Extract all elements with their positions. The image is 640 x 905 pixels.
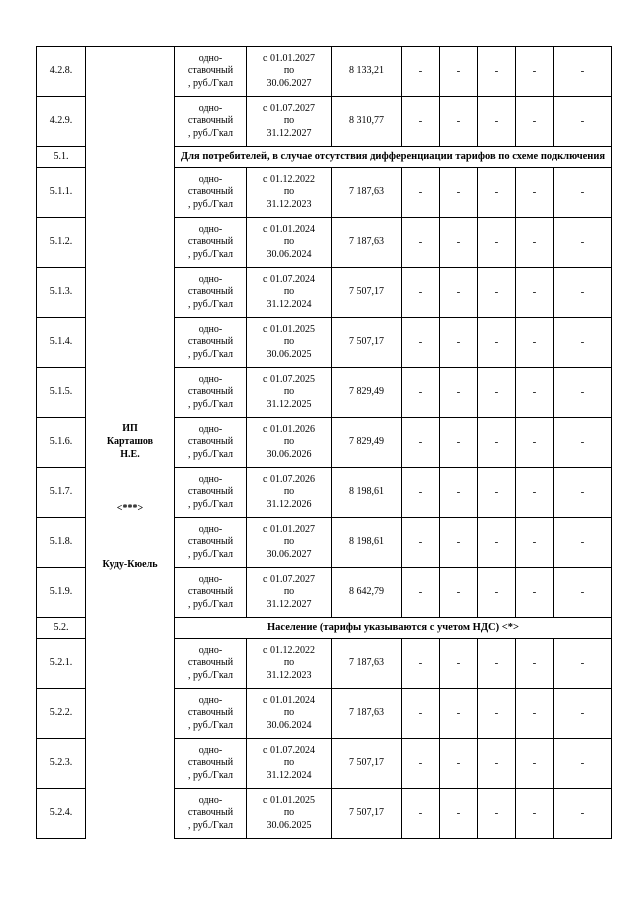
row-number: 5.1.3.: [37, 268, 86, 318]
empty-value-dash: -: [402, 418, 440, 468]
period-cell: [247, 418, 332, 468]
row-number: 5.1.1.: [37, 168, 86, 218]
period-cell: [247, 218, 332, 268]
tariff-type-line: , руб./Гкал: [187, 719, 234, 731]
tariff-type-line: , руб./Гкал: [187, 498, 234, 510]
period-line: по: [283, 657, 295, 669]
empty-value-dash: -: [440, 168, 478, 218]
tariff-type-line: ставочный: [187, 186, 234, 198]
empty-value-dash: -: [516, 468, 554, 518]
tariff-type-cell: [175, 368, 247, 418]
empty-value-dash: -: [516, 368, 554, 418]
empty-value-dash: -: [478, 468, 516, 518]
empty-value-dash: -: [440, 318, 478, 368]
tariff-value: 7 187,63: [332, 689, 402, 739]
empty-value-dash: -: [402, 318, 440, 368]
row-number: 5.1.: [37, 147, 86, 168]
period-line: по: [283, 336, 295, 348]
tariff-value: 7 507,17: [332, 318, 402, 368]
empty-value-dash: -: [516, 518, 554, 568]
tariff-type-line: , руб./Гкал: [187, 598, 234, 610]
period-line: по: [283, 707, 295, 719]
period-line: с 01.01.2025: [263, 323, 315, 335]
period-line: по: [283, 757, 295, 769]
tariff-type-line: ставочный: [187, 336, 234, 348]
tariff-type-cell: [175, 789, 247, 839]
empty-value-dash: -: [402, 739, 440, 789]
period-line: 31.12.2027: [266, 127, 312, 139]
row-number: 4.2.9.: [37, 97, 86, 147]
tariff-type-line: одно-: [198, 644, 223, 656]
period-cell: [247, 268, 332, 318]
empty-value-dash: -: [402, 689, 440, 739]
empty-value-dash: -: [516, 318, 554, 368]
organization-note: <***>: [116, 503, 144, 514]
section-title: Для потребителей, в случае отсутствия дифференциации тарифов по схеме подключения: [175, 147, 612, 168]
tariff-value: 7 507,17: [332, 739, 402, 789]
period-line: с 01.01.2026: [263, 423, 315, 435]
period-line: по: [283, 236, 295, 248]
organization-name-line: ИП: [122, 423, 138, 434]
tariff-type-line: ставочный: [187, 236, 234, 248]
empty-value-dash: -: [440, 789, 478, 839]
tariff-value: 7 829,49: [332, 368, 402, 418]
tariff-value: 7 507,17: [332, 789, 402, 839]
empty-value-dash: -: [554, 568, 612, 618]
empty-value-dash: -: [478, 639, 516, 689]
tariff-value: 8 198,61: [332, 518, 402, 568]
tariff-type-line: , руб./Гкал: [187, 548, 234, 560]
empty-value-dash: -: [478, 368, 516, 418]
empty-value-dash: -: [440, 47, 478, 97]
tariff-type-cell: [175, 268, 247, 318]
empty-value-dash: -: [478, 739, 516, 789]
period-line: с 01.07.2027: [263, 102, 315, 114]
empty-value-dash: -: [402, 368, 440, 418]
row-number: 5.1.5.: [37, 368, 86, 418]
period-line: 30.06.2027: [266, 77, 312, 89]
empty-value-dash: -: [554, 47, 612, 97]
empty-value-dash: -: [402, 518, 440, 568]
period-line: 31.12.2023: [266, 669, 312, 681]
row-number: 4.2.8.: [37, 47, 86, 97]
period-line: с 01.07.2027: [263, 573, 315, 585]
empty-value-dash: -: [440, 268, 478, 318]
row-number: 5.1.6.: [37, 418, 86, 468]
tariff-value: 8 198,61: [332, 468, 402, 518]
tariff-type-line: ставочный: [187, 115, 234, 127]
period-line: 31.12.2026: [266, 498, 312, 510]
empty-value-dash: -: [440, 639, 478, 689]
tariff-type-cell: [175, 518, 247, 568]
tariff-type-cell: [175, 218, 247, 268]
tariff-type-cell: [175, 468, 247, 518]
empty-value-dash: -: [516, 418, 554, 468]
empty-value-dash: -: [554, 739, 612, 789]
period-line: 30.06.2027: [266, 548, 312, 560]
empty-value-dash: -: [554, 97, 612, 147]
empty-value-dash: -: [554, 318, 612, 368]
empty-value-dash: -: [440, 518, 478, 568]
empty-value-dash: -: [478, 789, 516, 839]
empty-value-dash: -: [478, 518, 516, 568]
tariff-value: 7 187,63: [332, 639, 402, 689]
tariff-type-line: , руб./Гкал: [187, 669, 234, 681]
empty-value-dash: -: [478, 97, 516, 147]
empty-value-dash: -: [554, 218, 612, 268]
organization-name-line: Карташов: [106, 436, 154, 447]
empty-value-dash: -: [554, 418, 612, 468]
tariff-type-cell: [175, 418, 247, 468]
tariff-type-cell: [175, 739, 247, 789]
tariff-type-cell: [175, 47, 247, 97]
period-line: 30.06.2026: [266, 448, 312, 460]
tariff-type-line: ставочный: [187, 757, 234, 769]
tariff-type-line: , руб./Гкал: [187, 77, 234, 89]
empty-value-dash: -: [516, 789, 554, 839]
empty-value-dash: -: [478, 318, 516, 368]
row-number: 5.1.2.: [37, 218, 86, 268]
tariff-type-line: одно-: [198, 323, 223, 335]
empty-value-dash: -: [516, 218, 554, 268]
period-line: с 01.01.2025: [263, 794, 315, 806]
tariff-value: 8 642,79: [332, 568, 402, 618]
empty-value-dash: -: [440, 97, 478, 147]
period-line: по: [283, 586, 295, 598]
period-line: с 01.12.2022: [263, 173, 315, 185]
tariff-type-line: одно-: [198, 373, 223, 385]
empty-value-dash: -: [478, 218, 516, 268]
row-number: 5.1.9.: [37, 568, 86, 618]
empty-value-dash: -: [402, 468, 440, 518]
period-line: 31.12.2023: [266, 198, 312, 210]
tariff-type-line: одно-: [198, 744, 223, 756]
tariff-type-line: , руб./Гкал: [187, 298, 234, 310]
tariff-type-line: одно-: [198, 102, 223, 114]
period-line: 31.12.2027: [266, 598, 312, 610]
empty-value-dash: -: [402, 218, 440, 268]
empty-value-dash: -: [440, 418, 478, 468]
empty-value-dash: -: [478, 47, 516, 97]
tariff-type-line: одно-: [198, 173, 223, 185]
tariff-type-line: , руб./Гкал: [187, 448, 234, 460]
organization-place: Куду-Кюель: [102, 558, 158, 570]
table-body: [37, 47, 612, 839]
empty-value-dash: -: [554, 368, 612, 418]
tariff-type-line: одно-: [198, 573, 223, 585]
tariff-type-cell: [175, 568, 247, 618]
tariff-type-cell: [175, 168, 247, 218]
tariff-type-line: одно-: [198, 52, 223, 64]
empty-value-dash: -: [440, 739, 478, 789]
row-number: 5.2.2.: [37, 689, 86, 739]
period-cell: [247, 789, 332, 839]
period-cell: [247, 97, 332, 147]
tariff-value: 7 187,63: [332, 218, 402, 268]
period-line: с 01.07.2024: [263, 744, 315, 756]
empty-value-dash: -: [516, 739, 554, 789]
empty-value-dash: -: [440, 368, 478, 418]
tariff-type-cell: [175, 639, 247, 689]
tariff-type-line: , руб./Гкал: [187, 819, 234, 831]
period-cell: [247, 739, 332, 789]
period-line: с 01.07.2024: [263, 273, 315, 285]
organization-cell: [86, 47, 175, 839]
tariff-type-line: ставочный: [187, 536, 234, 548]
tariff-type-line: , руб./Гкал: [187, 348, 234, 360]
period-cell: [247, 318, 332, 368]
period-cell: [247, 468, 332, 518]
tariff-value: 7 187,63: [332, 168, 402, 218]
period-line: 30.06.2024: [266, 719, 312, 731]
empty-value-dash: -: [402, 639, 440, 689]
period-line: с 01.07.2025: [263, 373, 315, 385]
empty-value-dash: -: [554, 168, 612, 218]
tariff-type-line: , руб./Гкал: [187, 769, 234, 781]
period-cell: [247, 518, 332, 568]
period-line: по: [283, 386, 295, 398]
empty-value-dash: -: [554, 268, 612, 318]
tariff-table: [36, 46, 612, 839]
row-number: 5.1.7.: [37, 468, 86, 518]
row-number: 5.2.4.: [37, 789, 86, 839]
empty-value-dash: -: [554, 689, 612, 739]
empty-value-dash: -: [516, 47, 554, 97]
tariff-value: 7 507,17: [332, 268, 402, 318]
period-line: 30.06.2025: [266, 819, 312, 831]
row-number: 5.1.8.: [37, 518, 86, 568]
period-cell: [247, 568, 332, 618]
tariff-type-line: одно-: [198, 273, 223, 285]
period-line: по: [283, 186, 295, 198]
period-line: с 01.01.2027: [263, 523, 315, 535]
tariff-type-line: одно-: [198, 423, 223, 435]
period-line: по: [283, 115, 295, 127]
empty-value-dash: -: [440, 218, 478, 268]
empty-value-dash: -: [516, 568, 554, 618]
tariff-type-line: одно-: [198, 473, 223, 485]
organization-name-line: Н.Е.: [120, 449, 140, 460]
empty-value-dash: -: [440, 568, 478, 618]
tariff-type-line: одно-: [198, 794, 223, 806]
tariff-type-line: ставочный: [187, 486, 234, 498]
tariff-type-line: ставочный: [187, 707, 234, 719]
empty-value-dash: -: [478, 168, 516, 218]
table-row: [37, 47, 612, 97]
period-line: 31.12.2024: [266, 769, 312, 781]
empty-value-dash: -: [554, 468, 612, 518]
empty-value-dash: -: [516, 97, 554, 147]
period-line: с 01.01.2024: [263, 223, 315, 235]
tariff-type-cell: [175, 318, 247, 368]
tariff-type-line: , руб./Гкал: [187, 127, 234, 139]
tariff-type-line: одно-: [198, 694, 223, 706]
period-cell: [247, 368, 332, 418]
tariff-value: 8 310,77: [332, 97, 402, 147]
empty-value-dash: -: [402, 97, 440, 147]
period-line: с 01.07.2026: [263, 473, 315, 485]
period-line: по: [283, 436, 295, 448]
period-line: по: [283, 486, 295, 498]
period-line: по: [283, 807, 295, 819]
empty-value-dash: -: [554, 789, 612, 839]
tariff-type-line: ставочный: [187, 65, 234, 77]
empty-value-dash: -: [402, 268, 440, 318]
empty-value-dash: -: [402, 568, 440, 618]
empty-value-dash: -: [554, 639, 612, 689]
tariff-type-line: , руб./Гкал: [187, 198, 234, 210]
period-line: по: [283, 536, 295, 548]
period-line: по: [283, 65, 295, 77]
tariff-type-line: ставочный: [187, 286, 234, 298]
empty-value-dash: -: [516, 168, 554, 218]
empty-value-dash: -: [440, 689, 478, 739]
row-number: 5.2.3.: [37, 739, 86, 789]
tariff-value: 8 133,21: [332, 47, 402, 97]
empty-value-dash: -: [516, 268, 554, 318]
empty-value-dash: -: [478, 689, 516, 739]
empty-value-dash: -: [516, 689, 554, 739]
tariff-type-line: ставочный: [187, 386, 234, 398]
tariff-value: 7 829,49: [332, 418, 402, 468]
period-line: с 01.01.2027: [263, 52, 315, 64]
period-cell: [247, 168, 332, 218]
period-line: 31.12.2025: [266, 398, 312, 410]
tariff-type-line: одно-: [198, 223, 223, 235]
row-number: 5.1.4.: [37, 318, 86, 368]
row-number: 5.2.1.: [37, 639, 86, 689]
period-line: с 01.12.2022: [263, 644, 315, 656]
empty-value-dash: -: [516, 639, 554, 689]
period-line: с 01.01.2024: [263, 694, 315, 706]
empty-value-dash: -: [440, 468, 478, 518]
period-line: по: [283, 286, 295, 298]
row-number: 5.2.: [37, 618, 86, 639]
empty-value-dash: -: [554, 518, 612, 568]
period-cell: [247, 47, 332, 97]
empty-value-dash: -: [402, 789, 440, 839]
empty-value-dash: -: [478, 418, 516, 468]
tariff-type-line: , руб./Гкал: [187, 248, 234, 260]
period-line: 30.06.2024: [266, 248, 312, 260]
section-title: Население (тарифы указываются с учетом НДС) <*>: [175, 618, 612, 639]
empty-value-dash: -: [402, 47, 440, 97]
tariff-type-line: , руб./Гкал: [187, 398, 234, 410]
tariff-type-cell: [175, 97, 247, 147]
period-line: 30.06.2025: [266, 348, 312, 360]
period-cell: [247, 689, 332, 739]
empty-value-dash: -: [402, 168, 440, 218]
tariff-type-line: ставочный: [187, 657, 234, 669]
tariff-type-line: ставочный: [187, 807, 234, 819]
empty-value-dash: -: [478, 568, 516, 618]
tariff-type-line: ставочный: [187, 586, 234, 598]
tariff-type-line: одно-: [198, 523, 223, 535]
tariff-type-cell: [175, 689, 247, 739]
period-line: 31.12.2024: [266, 298, 312, 310]
empty-value-dash: -: [478, 268, 516, 318]
tariff-type-line: ставочный: [187, 436, 234, 448]
period-cell: [247, 639, 332, 689]
organization-name: [86, 422, 174, 461]
